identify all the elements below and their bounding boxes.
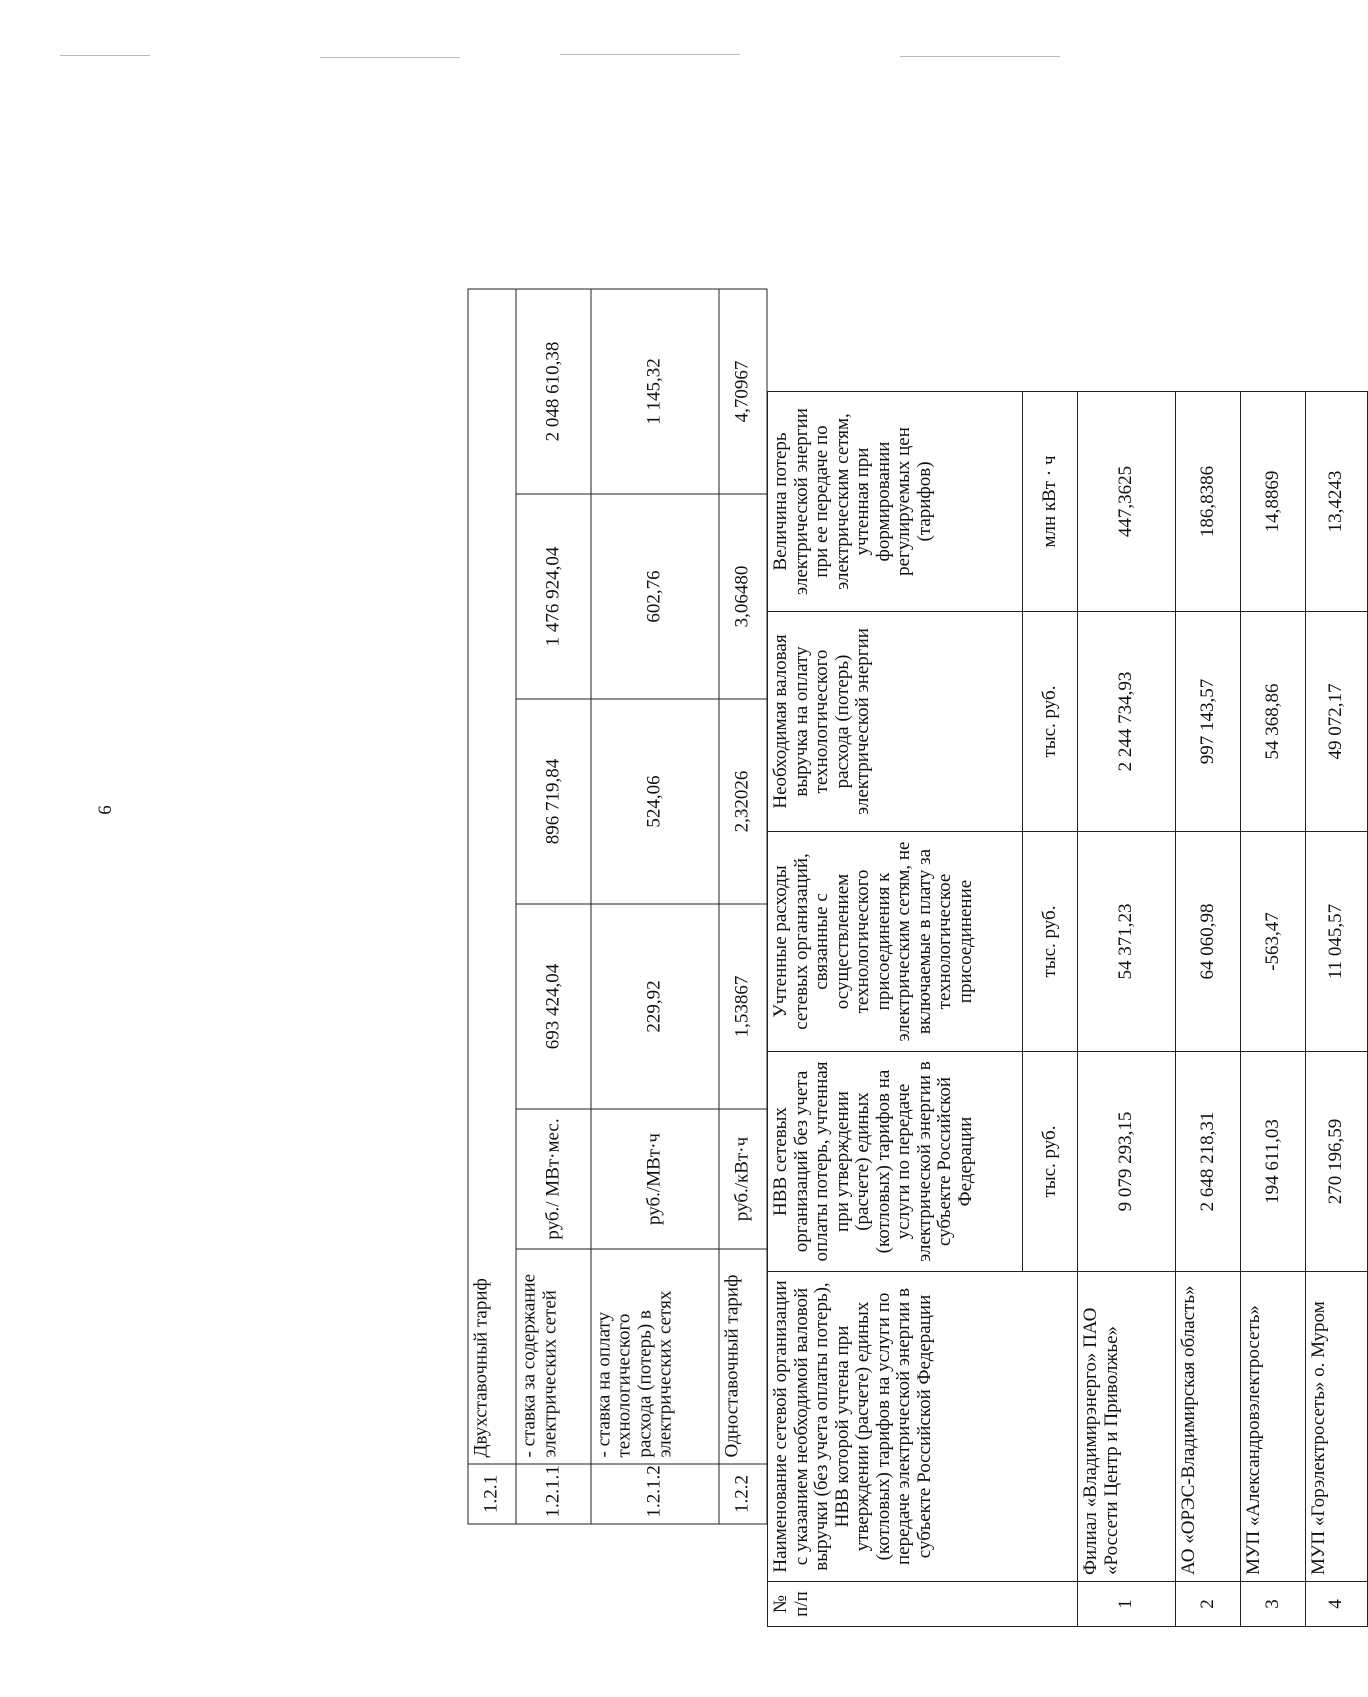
org-table	[767, 391, 1368, 1627]
value-cell: 2 048 610,38	[516, 289, 591, 494]
page-number: 6	[95, 805, 116, 815]
scan-speck	[900, 56, 1060, 57]
tariff-table	[468, 288, 768, 1524]
row-unit: руб./кВт·ч	[719, 1109, 767, 1249]
header-nvv: НВВ сетевых организаций без учета оплаты потерь, учтенная при утверждении (расчете) единых (котловых) тарифов на услуги по передаче электрической энергии в субъекте Российской Федерации	[768, 1052, 1023, 1272]
row-revenue: 49 072,17	[1306, 612, 1368, 832]
row-expenses: 64 060,98	[1176, 832, 1241, 1052]
value-cell: 2,32026	[719, 699, 767, 904]
table-row	[1241, 392, 1306, 1627]
row-revenue: 997 143,57	[1176, 612, 1241, 832]
row-org-name: Филиал «Владимирэнерго» ПАО «Россети Центр и Приволжье»	[1078, 1272, 1176, 1582]
table-row	[516, 289, 591, 1524]
row-num: 4	[1306, 1582, 1368, 1627]
value-cell: 896 719,84	[516, 699, 591, 904]
row-code: 1.2.1	[468, 1464, 516, 1524]
row-nvv: 194 611,03	[1241, 1052, 1306, 1272]
header-org-name: Наименование сетевой организации с указанием необходимой валовой выручки (без учета оплаты потерь), НВВ которой учтена при утверждении (расчете) единых (котловых) тарифов на услуги по передаче электрической энергии в субъекте Российской Федерации	[768, 1272, 1078, 1582]
row-unit: руб./ МВт·мес.	[516, 1109, 591, 1249]
row-num: 3	[1241, 1582, 1306, 1627]
table-row	[1306, 392, 1368, 1627]
row-nvv: 9 079 293,15	[1078, 1052, 1176, 1272]
table-header-row	[768, 392, 1023, 1627]
row-num: 1	[1078, 1582, 1176, 1627]
row-expenses: 54 371,23	[1078, 832, 1176, 1052]
table-row	[719, 289, 767, 1524]
org-table-container	[767, 392, 1347, 1627]
row-expenses: 11 045,57	[1306, 832, 1368, 1052]
row-num: 2	[1176, 1582, 1241, 1627]
row-name: Одноставочный тариф	[719, 1249, 767, 1464]
scan-speck	[560, 54, 740, 55]
unit-expenses: тыс. руб.	[1023, 832, 1078, 1052]
unit-nvv: тыс. руб.	[1023, 1052, 1078, 1272]
row-losses: 14,8869	[1241, 392, 1306, 612]
value-cell: 1 145,32	[591, 289, 719, 494]
row-org-name: АО «ОРЭС-Владимирская область»	[1176, 1272, 1241, 1582]
value-cell: 1 476 924,04	[516, 494, 591, 699]
row-expenses: -563,47	[1241, 832, 1306, 1052]
unit-revenue: тыс. руб.	[1023, 612, 1078, 832]
row-org-name: МУП «Александровэлектросеть»	[1241, 1272, 1306, 1582]
header-num: № п/п	[768, 1582, 1078, 1627]
value-cell: 524,06	[591, 699, 719, 904]
value-cell: 1,53867	[719, 904, 767, 1109]
header-expenses: Учтенные расходы сетевых организаций, связанные с осуществлением технологического присоединения к электрическим сетям, не включаемые в плату за технологическое присоединение	[768, 832, 1023, 1052]
row-unit: руб./МВт·ч	[591, 1109, 719, 1249]
value-cell: 229,92	[591, 904, 719, 1109]
header-revenue: Необходимая валовая выручка на оплату технологического расхода (потерь) электрической энергии	[768, 612, 1023, 832]
row-name: - ставка на оплату технологического расхода (потерь) в электрических сетях	[591, 1249, 719, 1464]
scan-speck	[60, 55, 150, 56]
row-code: 1.2.2	[719, 1464, 767, 1524]
value-cell: 3,06480	[719, 494, 767, 699]
table-row	[1078, 392, 1176, 1627]
row-revenue: 2 244 734,93	[1078, 612, 1176, 832]
row-code: 1.2.1.1	[516, 1464, 591, 1524]
value-cell: 602,76	[591, 494, 719, 699]
table-row	[591, 289, 719, 1524]
value-cell: 693 424,04	[516, 904, 591, 1109]
row-revenue: 54 368,86	[1241, 612, 1306, 832]
row-losses: 186,8386	[1176, 392, 1241, 612]
value-cell: 4,70967	[719, 289, 767, 494]
tariff-table-container	[468, 290, 768, 1525]
row-losses: 13,4243	[1306, 392, 1368, 612]
row-nvv: 2 648 218,31	[1176, 1052, 1241, 1272]
row-name: Двухставочный тариф	[468, 289, 516, 1464]
scan-speck	[320, 57, 460, 58]
header-losses: Величина потерь электрической энергии при ее передаче по электрическим сетям, учтенная при формировании регулируемых цен (тарифов)	[768, 392, 1023, 612]
table-row	[1176, 392, 1241, 1627]
unit-losses: млн кВт · ч	[1023, 392, 1078, 612]
table-row	[468, 289, 516, 1524]
row-code: 1.2.1.2	[591, 1464, 719, 1524]
row-name: - ставка за содержание электрических сетей	[516, 1249, 591, 1464]
row-losses: 447,3625	[1078, 392, 1176, 612]
row-nvv: 270 196,59	[1306, 1052, 1368, 1272]
row-org-name: МУП «Горэлектросеть» о. Муром	[1306, 1272, 1368, 1582]
